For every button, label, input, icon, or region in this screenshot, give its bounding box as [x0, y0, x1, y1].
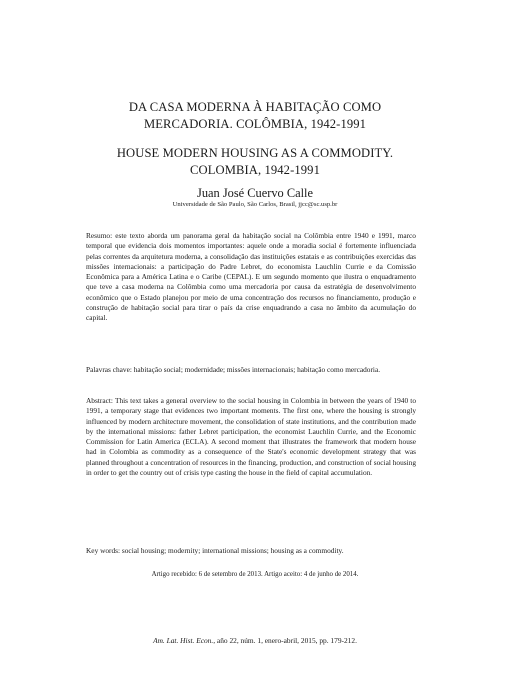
- palavras-text: habitação social; modernidade; missões internacionais; habitação como mercadoria.: [133, 365, 381, 374]
- journal-details: , año 22, núm. 1, enero-abril, 2015, pp. 179-212.: [213, 636, 357, 645]
- journal-name: Am. Lat. Hist. Econ.: [153, 636, 214, 645]
- author-affiliation: Universidade de São Paulo, São Carlos, Brasil, jjcc@sc.usp.br: [172, 201, 338, 208]
- resumo-text: este texto aborda um panorama geral da habitação social na Colômbia entre 1940 e 1991, marco temporal que evidencia dois momentos importantes: aquele onde a moradia social é fortemente influenciada pelas correntes da arquitetura moderna, a consolidação das instituições estatais e as contribuições exercidas das missões internacionais: a participação do Padre Lebret, do economista Lauchlin Currie e da Comissão Econômica para a América Latina e o Caribe (CEPAL). E um segundo momento que ilustra o enquadramento que teve a casa moderna na Colômbia como uma mercadoria por causa da estratégia de desenvolvimento econômico que o Estado planejou por meio de uma concentração dos recursos no financiamento, produção e construção de habitação social para tirar o país da crise enquadrando a casa no âmbito da acumulação do capital.: [86, 231, 416, 322]
- keywords-text: social housing; modernity; international missions; housing as a commodity.: [121, 546, 344, 555]
- title-english: [60, 145, 450, 179]
- title-en-line-2: COLOMBIA, 1942-1991: [190, 163, 320, 177]
- article-dates: Artigo recebido: 6 de setembro de 2013. Artigo aceito: 4 de junho de 2014.: [151, 571, 359, 578]
- abstract-text: This text takes a general overview to the social housing in Colombia in between the years of 1940 to 1991, a temporary stage that evidences two important moments. The first one, where the housing is strongly influenced by modern architecture movement, the consolidation of state institutions, and the contribution made by the international missions: father Lebret participation, the economist Lauchlin Currie, and the Economic Commission for Latin America (ECLA). A second moment that illustrates the framework that modern house had in Colombia as commodity as a consequence of the State's economic development strategy that was planned throughout a concentration of resources in the financing, production, and construction of social housing in order to get the country out of crisis type casting the house in the field of capital accumulation.: [86, 396, 416, 477]
- title-pt-line-2: MERCADORIA. COLÔMBIA, 1942-1991: [143, 117, 367, 131]
- abstract-label: Abstract:: [86, 396, 113, 405]
- palavras-label: Palavras chave:: [86, 365, 132, 374]
- author-name: Juan José Cuervo Calle: [197, 186, 313, 200]
- palavras-chave-paragraph: [86, 365, 416, 375]
- keywords-paragraph: [86, 546, 416, 556]
- title-pt-line-1: DA CASA MODERNA À HABITAÇÃO COMO: [128, 100, 382, 114]
- resumo-paragraph: [86, 231, 416, 323]
- abstract-paragraph: [86, 396, 416, 478]
- resumo-label: Resumo:: [86, 231, 113, 240]
- keywords-label: Key words:: [86, 546, 121, 555]
- title-portuguese: [60, 99, 450, 133]
- title-en-line-1: HOUSE MODERN HOUSING AS A COMMODITY.: [116, 146, 394, 160]
- journal-footer: [60, 636, 450, 646]
